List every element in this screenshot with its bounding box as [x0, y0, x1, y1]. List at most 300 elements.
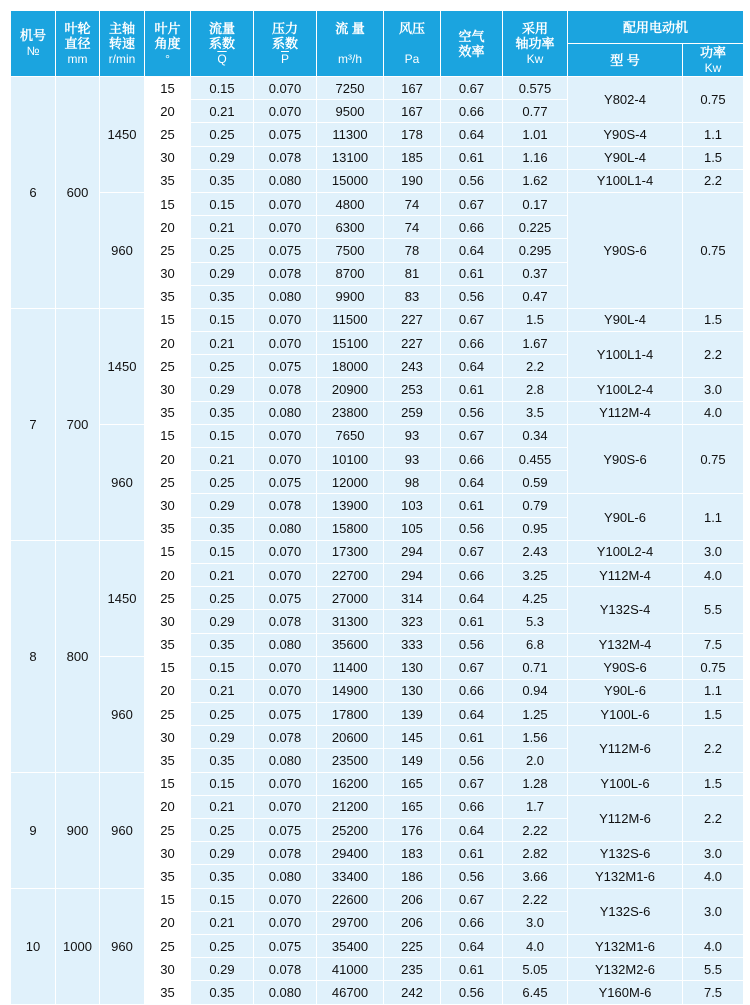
cell-motor-power: 0.75	[683, 656, 744, 679]
cell-motor-model: Y100L1-4	[568, 169, 683, 192]
cell-shaft-speed: 960	[100, 656, 145, 772]
cell-blade-angle: 35	[145, 981, 191, 1004]
cell-air-efficiency: 0.56	[441, 517, 503, 540]
cell-blade-angle: 30	[145, 726, 191, 749]
cell-flow: 11500	[317, 308, 384, 331]
table-header	[11, 11, 744, 77]
cell-pressure-coefficient: 0.075	[254, 355, 317, 378]
cell-motor-model: Y160M-6	[568, 981, 683, 1004]
cell-blade-angle: 30	[145, 146, 191, 169]
header-pressure: 风压 Pa	[384, 11, 441, 77]
header-motor-power: 功率 Kw	[683, 44, 744, 77]
cell-air-efficiency: 0.64	[441, 471, 503, 494]
cell-air-efficiency: 0.56	[441, 981, 503, 1004]
cell-air-efficiency: 0.61	[441, 262, 503, 285]
cell-pressure: 225	[384, 934, 441, 957]
cell-pressure: 130	[384, 656, 441, 679]
cell-flow-coefficient: 0.15	[191, 77, 254, 100]
cell-blade-angle: 35	[145, 401, 191, 424]
cell-air-efficiency: 0.61	[441, 494, 503, 517]
header-air-efficiency: 空气 效率	[441, 11, 503, 77]
cell-air-efficiency: 0.64	[441, 934, 503, 957]
cell-shaft-power: 0.295	[503, 239, 568, 262]
cell-flow-coefficient: 0.35	[191, 285, 254, 308]
cell-motor-model: Y90S-6	[568, 656, 683, 679]
cell-motor-power: 7.5	[683, 633, 744, 656]
cell-pressure: 149	[384, 749, 441, 772]
cell-blade-angle: 25	[145, 123, 191, 146]
cell-pressure: 93	[384, 448, 441, 471]
cell-air-efficiency: 0.56	[441, 285, 503, 308]
cell-air-efficiency: 0.67	[441, 772, 503, 795]
cell-flow: 20600	[317, 726, 384, 749]
cell-pressure: 206	[384, 888, 441, 911]
cell-pressure-coefficient: 0.070	[254, 911, 317, 934]
cell-pressure-coefficient: 0.080	[254, 633, 317, 656]
cell-shaft-power: 1.67	[503, 332, 568, 355]
cell-pressure: 178	[384, 123, 441, 146]
cell-flow: 31300	[317, 610, 384, 633]
cell-motor-power: 1.1	[683, 123, 744, 146]
cell-pressure: 98	[384, 471, 441, 494]
cell-flow: 8700	[317, 262, 384, 285]
cell-flow: 46700	[317, 981, 384, 1004]
cell-flow-coefficient: 0.35	[191, 749, 254, 772]
cell-pressure: 74	[384, 216, 441, 239]
cell-air-efficiency: 0.56	[441, 169, 503, 192]
cell-pressure: 190	[384, 169, 441, 192]
cell-motor-power: 0.75	[683, 424, 744, 494]
cell-pressure-coefficient: 0.078	[254, 610, 317, 633]
cell-motor-model: Y132M-4	[568, 633, 683, 656]
cell-flow-coefficient: 0.21	[191, 911, 254, 934]
cell-blade-angle: 20	[145, 216, 191, 239]
cell-pressure: 206	[384, 911, 441, 934]
cell-motor-power: 0.75	[683, 192, 744, 308]
cell-impeller-diameter: 700	[56, 308, 100, 540]
cell-motor-power: 2.2	[683, 169, 744, 192]
cell-pressure: 165	[384, 772, 441, 795]
table-row	[11, 424, 744, 447]
cell-pressure: 81	[384, 262, 441, 285]
cell-flow: 20900	[317, 378, 384, 401]
cell-motor-power: 1.5	[683, 146, 744, 169]
cell-flow-coefficient: 0.25	[191, 587, 254, 610]
cell-air-efficiency: 0.56	[441, 749, 503, 772]
cell-shaft-power: 0.95	[503, 517, 568, 540]
cell-flow-coefficient: 0.21	[191, 216, 254, 239]
cell-shaft-speed: 1450	[100, 540, 145, 656]
cell-flow: 21200	[317, 795, 384, 818]
cell-motor-power: 2.2	[683, 795, 744, 841]
table-row	[11, 540, 744, 563]
cell-flow: 17300	[317, 540, 384, 563]
cell-shaft-power: 0.77	[503, 100, 568, 123]
cell-pressure-coefficient: 0.075	[254, 587, 317, 610]
cell-shaft-power: 2.82	[503, 842, 568, 865]
cell-motor-power: 3.0	[683, 378, 744, 401]
cell-motor-model: Y112M-6	[568, 795, 683, 841]
cell-flow: 35600	[317, 633, 384, 656]
cell-air-efficiency: 0.64	[441, 355, 503, 378]
cell-pressure-coefficient: 0.078	[254, 262, 317, 285]
cell-motor-model: Y132S-4	[568, 587, 683, 633]
cell-pressure: 103	[384, 494, 441, 517]
cell-pressure: 294	[384, 540, 441, 563]
cell-flow-coefficient: 0.21	[191, 795, 254, 818]
cell-pressure: 145	[384, 726, 441, 749]
cell-motor-power: 5.5	[683, 958, 744, 981]
cell-motor-power: 5.5	[683, 587, 744, 633]
cell-motor-power: 4.0	[683, 401, 744, 424]
cell-flow-coefficient: 0.15	[191, 424, 254, 447]
cell-pressure: 333	[384, 633, 441, 656]
cell-shaft-power: 2.8	[503, 378, 568, 401]
cell-flow: 33400	[317, 865, 384, 888]
cell-pressure-coefficient: 0.070	[254, 795, 317, 818]
cell-blade-angle: 15	[145, 308, 191, 331]
cell-shaft-power: 0.79	[503, 494, 568, 517]
table-row	[11, 656, 744, 679]
cell-pressure: 235	[384, 958, 441, 981]
cell-machine-no: 7	[11, 308, 56, 540]
cell-pressure-coefficient: 0.070	[254, 772, 317, 795]
cell-impeller-diameter: 600	[56, 77, 100, 309]
cell-motor-power: 7.5	[683, 981, 744, 1004]
cell-flow-coefficient: 0.29	[191, 494, 254, 517]
cell-flow: 14900	[317, 679, 384, 702]
cell-impeller-diameter: 1000	[56, 888, 100, 1004]
cell-flow: 23500	[317, 749, 384, 772]
cell-motor-power: 1.5	[683, 703, 744, 726]
cell-pressure: 253	[384, 378, 441, 401]
cell-pressure: 167	[384, 77, 441, 100]
cell-blade-angle: 25	[145, 587, 191, 610]
cell-air-efficiency: 0.66	[441, 563, 503, 586]
cell-shaft-speed: 960	[100, 888, 145, 1004]
cell-air-efficiency: 0.56	[441, 401, 503, 424]
cell-pressure: 243	[384, 355, 441, 378]
cell-flow: 16200	[317, 772, 384, 795]
cell-motor-model: Y112M-4	[568, 401, 683, 424]
cell-blade-angle: 25	[145, 934, 191, 957]
cell-air-efficiency: 0.61	[441, 378, 503, 401]
table-body	[11, 77, 744, 1005]
cell-blade-angle: 15	[145, 656, 191, 679]
cell-impeller-diameter: 800	[56, 540, 100, 772]
cell-air-efficiency: 0.67	[441, 308, 503, 331]
cell-pressure-coefficient: 0.075	[254, 123, 317, 146]
cell-blade-angle: 25	[145, 355, 191, 378]
cell-pressure-coefficient: 0.080	[254, 517, 317, 540]
cell-machine-no: 10	[11, 888, 56, 1004]
cell-shaft-speed: 960	[100, 192, 145, 308]
cell-shaft-power: 2.43	[503, 540, 568, 563]
cell-flow: 11300	[317, 123, 384, 146]
cell-motor-model: Y90S-4	[568, 123, 683, 146]
cell-motor-power: 3.0	[683, 842, 744, 865]
cell-motor-model: Y90S-6	[568, 424, 683, 494]
cell-pressure-coefficient: 0.070	[254, 679, 317, 702]
cell-pressure: 314	[384, 587, 441, 610]
cell-shaft-power: 4.0	[503, 934, 568, 957]
cell-flow: 7500	[317, 239, 384, 262]
table-row	[11, 772, 744, 795]
cell-shaft-power: 6.45	[503, 981, 568, 1004]
cell-flow: 13900	[317, 494, 384, 517]
cell-pressure: 186	[384, 865, 441, 888]
cell-shaft-power: 4.25	[503, 587, 568, 610]
cell-pressure: 176	[384, 819, 441, 842]
cell-machine-no: 9	[11, 772, 56, 888]
cell-blade-angle: 30	[145, 842, 191, 865]
cell-shaft-power: 1.7	[503, 795, 568, 818]
cell-flow-coefficient: 0.29	[191, 378, 254, 401]
cell-blade-angle: 15	[145, 540, 191, 563]
cell-air-efficiency: 0.61	[441, 726, 503, 749]
cell-flow-coefficient: 0.25	[191, 934, 254, 957]
cell-pressure: 227	[384, 308, 441, 331]
cell-flow-coefficient: 0.15	[191, 656, 254, 679]
cell-shaft-power: 1.62	[503, 169, 568, 192]
cell-motor-model: Y802-4	[568, 77, 683, 123]
cell-pressure: 185	[384, 146, 441, 169]
cell-blade-angle: 15	[145, 772, 191, 795]
cell-motor-model: Y132M1-6	[568, 934, 683, 957]
header-machine-no: 机号 №	[11, 11, 56, 77]
cell-air-efficiency: 0.64	[441, 123, 503, 146]
cell-pressure: 165	[384, 795, 441, 818]
cell-motor-power: 2.2	[683, 332, 744, 378]
cell-shaft-power: 2.2	[503, 355, 568, 378]
cell-motor-model: Y112M-4	[568, 563, 683, 586]
cell-flow: 11400	[317, 656, 384, 679]
cell-pressure-coefficient: 0.080	[254, 401, 317, 424]
cell-flow-coefficient: 0.21	[191, 679, 254, 702]
cell-pressure-coefficient: 0.080	[254, 981, 317, 1004]
cell-shaft-power: 2.0	[503, 749, 568, 772]
cell-blade-angle: 20	[145, 911, 191, 934]
cell-flow: 22700	[317, 563, 384, 586]
cell-shaft-speed: 1450	[100, 308, 145, 424]
cell-air-efficiency: 0.66	[441, 216, 503, 239]
cell-pressure-coefficient: 0.080	[254, 865, 317, 888]
header-shaft-power: 采用 轴功率 Kw	[503, 11, 568, 77]
cell-pressure: 78	[384, 239, 441, 262]
cell-motor-model: Y90S-6	[568, 192, 683, 308]
cell-blade-angle: 30	[145, 262, 191, 285]
cell-air-efficiency: 0.67	[441, 656, 503, 679]
cell-air-efficiency: 0.61	[441, 842, 503, 865]
cell-shaft-speed: 960	[100, 424, 145, 540]
fan-performance-table	[10, 10, 744, 1005]
cell-flow: 9900	[317, 285, 384, 308]
cell-flow-coefficient: 0.15	[191, 308, 254, 331]
cell-flow: 18000	[317, 355, 384, 378]
cell-shaft-power: 0.94	[503, 679, 568, 702]
cell-pressure-coefficient: 0.075	[254, 471, 317, 494]
cell-flow-coefficient: 0.15	[191, 888, 254, 911]
table-row	[11, 77, 744, 100]
table-row	[11, 192, 744, 215]
cell-pressure: 323	[384, 610, 441, 633]
cell-blade-angle: 20	[145, 100, 191, 123]
cell-pressure: 294	[384, 563, 441, 586]
cell-air-efficiency: 0.61	[441, 146, 503, 169]
cell-motor-power: 3.0	[683, 540, 744, 563]
cell-flow: 7650	[317, 424, 384, 447]
cell-motor-power: 1.5	[683, 308, 744, 331]
cell-flow: 27000	[317, 587, 384, 610]
cell-shaft-speed: 960	[100, 772, 145, 888]
cell-pressure-coefficient: 0.070	[254, 563, 317, 586]
cell-flow-coefficient: 0.15	[191, 192, 254, 215]
header-pressure-coefficient: 压力 系数 $\overline{P}$	[254, 11, 317, 77]
cell-air-efficiency: 0.67	[441, 888, 503, 911]
cell-machine-no: 6	[11, 77, 56, 309]
header-motor-model: 型 号	[568, 44, 683, 77]
cell-blade-angle: 20	[145, 679, 191, 702]
cell-pressure-coefficient: 0.075	[254, 239, 317, 262]
cell-motor-model: Y132S-6	[568, 888, 683, 934]
cell-flow-coefficient: 0.35	[191, 401, 254, 424]
cell-shaft-power: 0.455	[503, 448, 568, 471]
cell-pressure: 130	[384, 679, 441, 702]
cell-air-efficiency: 0.66	[441, 332, 503, 355]
cell-flow-coefficient: 0.35	[191, 865, 254, 888]
cell-flow: 9500	[317, 100, 384, 123]
cell-pressure-coefficient: 0.080	[254, 169, 317, 192]
cell-blade-angle: 30	[145, 494, 191, 517]
cell-shaft-power: 1.5	[503, 308, 568, 331]
cell-flow: 22600	[317, 888, 384, 911]
cell-flow-coefficient: 0.29	[191, 262, 254, 285]
cell-shaft-power: 3.0	[503, 911, 568, 934]
cell-pressure: 183	[384, 842, 441, 865]
cell-flow-coefficient: 0.21	[191, 448, 254, 471]
cell-shaft-power: 5.3	[503, 610, 568, 633]
cell-flow: 15800	[317, 517, 384, 540]
cell-flow-coefficient: 0.29	[191, 726, 254, 749]
cell-flow-coefficient: 0.21	[191, 563, 254, 586]
cell-air-efficiency: 0.64	[441, 703, 503, 726]
fan-performance-table-wrapper	[10, 10, 744, 1005]
cell-air-efficiency: 0.61	[441, 610, 503, 633]
cell-pressure-coefficient: 0.070	[254, 100, 317, 123]
cell-motor-model: Y100L1-4	[568, 332, 683, 378]
cell-flow-coefficient: 0.25	[191, 355, 254, 378]
table-row	[11, 308, 744, 331]
cell-pressure-coefficient: 0.075	[254, 934, 317, 957]
cell-motor-model: Y90L-6	[568, 494, 683, 540]
cell-pressure-coefficient: 0.078	[254, 958, 317, 981]
cell-flow: 25200	[317, 819, 384, 842]
cell-blade-angle: 15	[145, 192, 191, 215]
cell-pressure-coefficient: 0.070	[254, 656, 317, 679]
cell-flow-coefficient: 0.25	[191, 239, 254, 262]
cell-blade-angle: 15	[145, 424, 191, 447]
cell-air-efficiency: 0.61	[441, 958, 503, 981]
cell-shaft-power: 0.34	[503, 424, 568, 447]
cell-flow: 29400	[317, 842, 384, 865]
cell-pressure: 242	[384, 981, 441, 1004]
cell-flow-coefficient: 0.35	[191, 981, 254, 1004]
cell-motor-model: Y90L-4	[568, 308, 683, 331]
cell-motor-power: 1.1	[683, 679, 744, 702]
cell-shaft-speed: 1450	[100, 77, 145, 193]
cell-blade-angle: 30	[145, 610, 191, 633]
cell-pressure-coefficient: 0.070	[254, 332, 317, 355]
cell-motor-model: Y90L-4	[568, 146, 683, 169]
cell-motor-power: 1.5	[683, 772, 744, 795]
cell-blade-angle: 20	[145, 563, 191, 586]
cell-blade-angle: 35	[145, 865, 191, 888]
cell-flow: 15000	[317, 169, 384, 192]
cell-blade-angle: 35	[145, 285, 191, 308]
cell-shaft-power: 0.575	[503, 77, 568, 100]
cell-motor-model: Y132M2-6	[568, 958, 683, 981]
cell-flow-coefficient: 0.29	[191, 610, 254, 633]
cell-pressure-coefficient: 0.070	[254, 448, 317, 471]
cell-blade-angle: 30	[145, 378, 191, 401]
table-row	[11, 888, 744, 911]
cell-flow: 29700	[317, 911, 384, 934]
cell-flow: 41000	[317, 958, 384, 981]
cell-flow-coefficient: 0.29	[191, 146, 254, 169]
cell-air-efficiency: 0.64	[441, 239, 503, 262]
cell-shaft-power: 3.25	[503, 563, 568, 586]
cell-motor-model: Y100L-6	[568, 703, 683, 726]
cell-motor-power: 4.0	[683, 865, 744, 888]
cell-pressure: 167	[384, 100, 441, 123]
cell-machine-no: 8	[11, 540, 56, 772]
cell-shaft-power: 1.56	[503, 726, 568, 749]
cell-shaft-power: 1.25	[503, 703, 568, 726]
cell-motor-power: 2.2	[683, 726, 744, 772]
cell-motor-model: Y132S-6	[568, 842, 683, 865]
cell-shaft-power: 6.8	[503, 633, 568, 656]
header-flow-coefficient: 流量 系数 $\overline{Q}$	[191, 11, 254, 77]
cell-flow: 10100	[317, 448, 384, 471]
cell-pressure-coefficient: 0.078	[254, 494, 317, 517]
cell-air-efficiency: 0.67	[441, 540, 503, 563]
cell-pressure-coefficient: 0.075	[254, 703, 317, 726]
cell-blade-angle: 35	[145, 633, 191, 656]
cell-shaft-power: 3.5	[503, 401, 568, 424]
cell-motor-model: Y100L2-4	[568, 378, 683, 401]
cell-blade-angle: 25	[145, 703, 191, 726]
cell-pressure-coefficient: 0.070	[254, 540, 317, 563]
cell-flow-coefficient: 0.25	[191, 471, 254, 494]
cell-air-efficiency: 0.67	[441, 192, 503, 215]
cell-shaft-power: 0.71	[503, 656, 568, 679]
cell-motor-model: Y100L2-4	[568, 540, 683, 563]
cell-blade-angle: 35	[145, 749, 191, 772]
cell-shaft-power: 0.37	[503, 262, 568, 285]
cell-flow-coefficient: 0.15	[191, 540, 254, 563]
cell-air-efficiency: 0.56	[441, 865, 503, 888]
cell-motor-model: Y90L-6	[568, 679, 683, 702]
cell-air-efficiency: 0.64	[441, 819, 503, 842]
cell-pressure-coefficient: 0.070	[254, 424, 317, 447]
header-shaft-speed: 主轴 转速 r/min	[100, 11, 145, 77]
cell-blade-angle: 25	[145, 239, 191, 262]
cell-blade-angle: 20	[145, 795, 191, 818]
cell-blade-angle: 35	[145, 169, 191, 192]
cell-pressure-coefficient: 0.070	[254, 216, 317, 239]
cell-blade-angle: 25	[145, 471, 191, 494]
cell-shaft-power: 0.225	[503, 216, 568, 239]
